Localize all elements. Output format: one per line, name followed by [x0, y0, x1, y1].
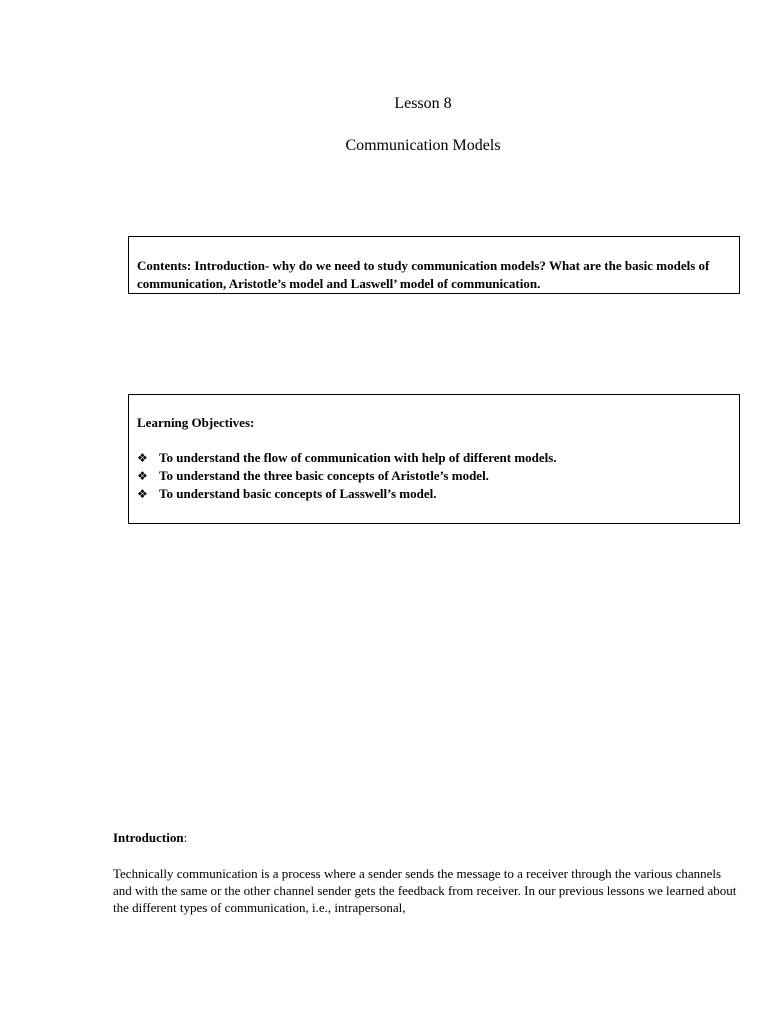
list-item: [137, 467, 731, 485]
introduction-paragraph: Technically communication is a process where a sender sends the message to a receiver through the various channels and with the same or the other channel sender gets the feedback from receiver. In our previous lessons we learned about the different types of communication, i.e., intrapersonal,: [113, 866, 737, 915]
introduction-heading: [113, 829, 187, 847]
list-item: [137, 449, 731, 467]
list-item: [137, 485, 731, 503]
objectives-list: [137, 449, 731, 503]
four-diamond-bullet-icon: ❖: [137, 469, 148, 483]
objective-text: To understand the flow of communication with help of different models.: [159, 450, 557, 465]
objective-text: To understand the three basic concepts of Aristotle’s model.: [159, 468, 489, 483]
four-diamond-bullet-icon: ❖: [137, 451, 148, 465]
objectives-heading: Learning Objectives:: [137, 415, 255, 430]
four-diamond-bullet-icon: ❖: [137, 487, 148, 501]
introduction-heading-colon: :: [183, 830, 188, 845]
lesson-number: Lesson 8: [394, 95, 452, 112]
page-title: Communication Models: [345, 137, 501, 154]
introduction-heading-label: Introduction: [113, 830, 184, 845]
contents-text: Contents: Introduction- why do we need to study communication models? What are the basic models of communication, Aristotle’s model and Laswell’ model of communication.: [137, 258, 710, 291]
learning-objectives-box: [128, 394, 740, 524]
contents-box: [128, 236, 740, 294]
objective-text: To understand basic concepts of Lasswell’s model.: [159, 486, 437, 501]
